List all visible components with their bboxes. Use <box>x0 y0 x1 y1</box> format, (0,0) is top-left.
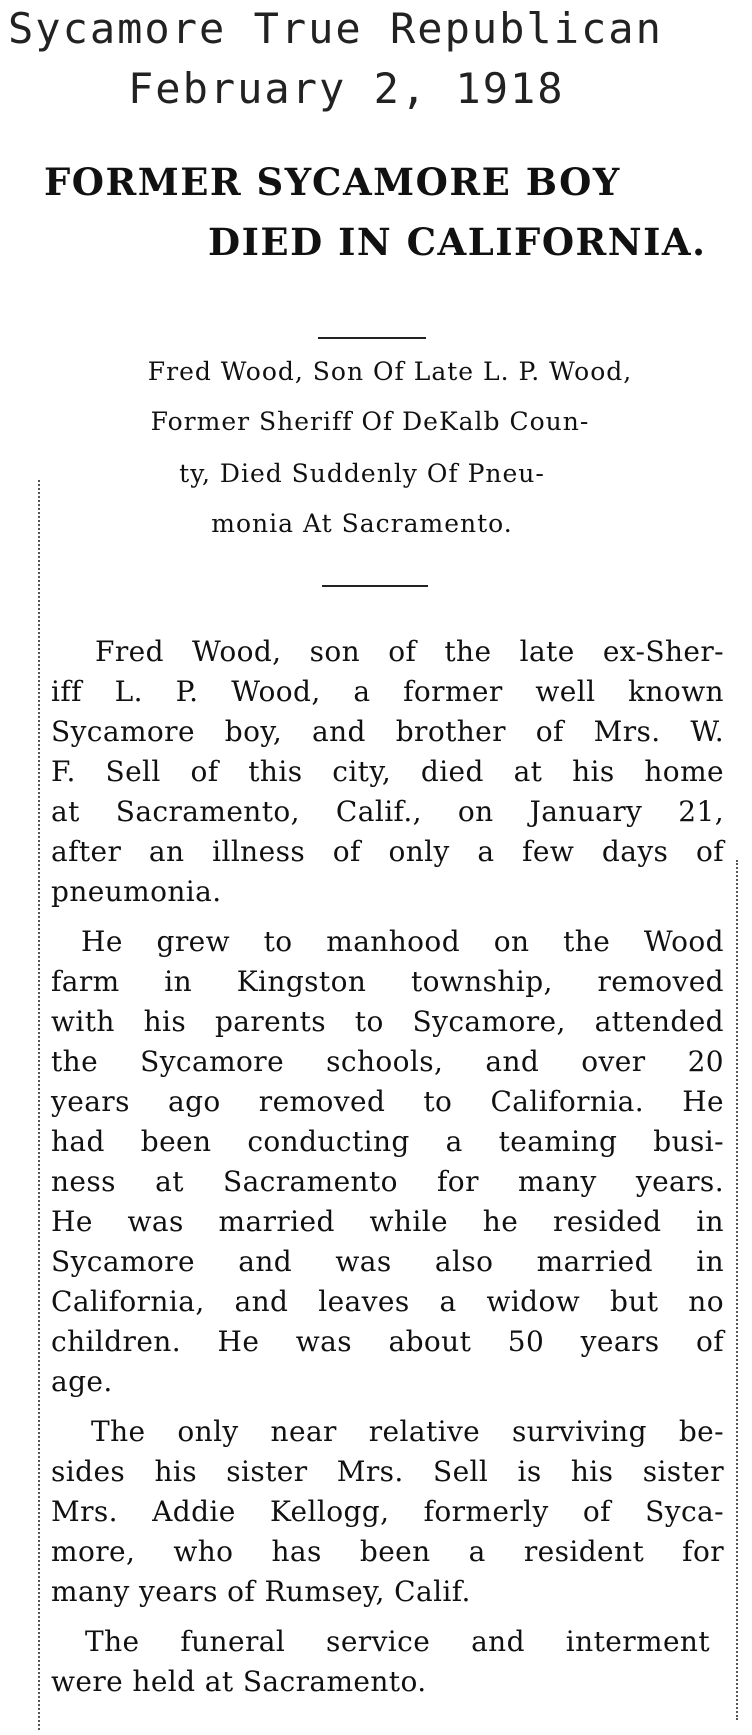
deck-line: Former Sheriff Of DeKalb Coun- <box>150 407 590 436</box>
article-line: age. <box>51 1365 113 1398</box>
article-line: He grew to manhood on the Wood <box>81 925 724 958</box>
article-line: years ago removed to California. He <box>51 1085 724 1118</box>
article-line: sides his sister Mrs. Sell is his sister <box>51 1455 724 1488</box>
article-line: were held at Sacramento. <box>51 1665 427 1698</box>
article-line: The funeral service and interment <box>85 1625 710 1658</box>
article-line: Mrs. Addie Kellogg, formerly of Syca- <box>51 1495 724 1528</box>
deck-line: monia At Sacramento. <box>211 509 513 538</box>
headline-line-1: FORMER SYCAMORE BOY <box>44 160 621 204</box>
article-line: California, and leaves a widow but no <box>51 1285 724 1318</box>
clipping-edge-right <box>736 860 740 1720</box>
divider-rule <box>318 337 426 339</box>
article-line: ness at Sacramento for many years. <box>51 1165 724 1198</box>
article-line: Fred Wood, son of the late ex-Sher- <box>95 635 724 668</box>
article-line: had been conducting a teaming busi- <box>51 1125 724 1158</box>
headline-line-2: DIED IN CALIFORNIA. <box>208 220 707 264</box>
article-line: F. Sell of this city, died at his home <box>51 755 724 788</box>
divider-rule <box>322 585 428 587</box>
article-line: at Sacramento, Calif., on January 21, <box>51 795 724 828</box>
clipping-edge-left <box>38 480 42 1730</box>
article-line: after an illness of only a few days of <box>51 835 724 868</box>
article-line: The only near relative surviving be- <box>91 1415 724 1448</box>
article-line: many years of Rumsey, Calif. <box>51 1575 471 1608</box>
article-line: the Sycamore schools, and over 20 <box>51 1045 724 1078</box>
paper-name: Sycamore True Republican <box>8 4 663 53</box>
article-line: iff L. P. Wood, a former well known <box>51 675 724 708</box>
article-line: farm in Kingston township, removed <box>51 965 724 998</box>
deck-line: Fred Wood, Son Of Late L. P. Wood, <box>147 357 633 386</box>
article-line: Sycamore boy, and brother of Mrs. W. <box>51 715 724 748</box>
article-line: pneumonia. <box>51 875 222 908</box>
article-line: Sycamore and was also married in <box>51 1245 724 1278</box>
article-line: children. He was about 50 years of <box>51 1325 724 1358</box>
article-line: more, who has been a resident for <box>51 1535 724 1568</box>
publication-date: February 2, 1918 <box>128 64 565 113</box>
article-line: with his parents to Sycamore, attended <box>51 1005 724 1038</box>
article-line: He was married while he resided in <box>51 1205 724 1238</box>
deck-line: ty, Died Suddenly Of Pneu- <box>179 459 545 488</box>
